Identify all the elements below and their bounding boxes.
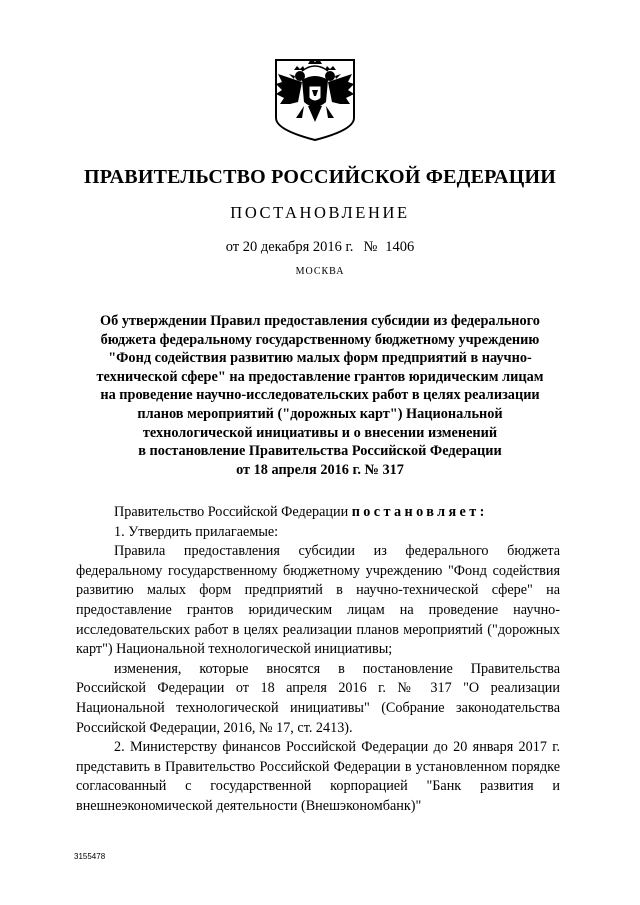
heading-line: планов мероприятий ("дорожных карт") Национальной bbox=[137, 405, 503, 422]
government-title: ПРАВИТЕЛЬСТВО РОССИЙСКОЙ ФЕДЕРАЦИИ bbox=[84, 166, 556, 188]
city: МОСКВА bbox=[295, 266, 345, 277]
heading-line: в постановление Правительства Российской Федерации bbox=[138, 443, 502, 460]
resolution-heading bbox=[60, 312, 580, 479]
document-code: 3155478 bbox=[74, 852, 106, 861]
decree-verb: постановляет: bbox=[351, 504, 488, 520]
paragraph-1: 1. Утвердить прилагаемые: bbox=[114, 523, 279, 540]
document-body bbox=[76, 503, 560, 817]
heading-line: "Фонд содействия развитию малых форм предприятий в научно- bbox=[108, 350, 532, 367]
heading-line: технологической инициативы и о внесении изменений bbox=[142, 424, 498, 441]
heading-line: на проведение научно-исследовательских работ в целях реализации bbox=[100, 387, 540, 404]
paragraph-rules: Правила предоставления субсидии из федерального бюджета федеральному государственному бюджетному учреждению "Фонд содействия развитию малых форм предприятий в научно-технической сфере" на предоставление грантов юридическим лицам на проведение научно-исследовательских работ в целях реализации планов мероприятий ("дорожных карт") Национальной технологической инициативы; bbox=[76, 543, 560, 658]
heading-line: от 18 апреля 2016 г. № 317 bbox=[236, 461, 404, 478]
paragraph-changes: изменения, которые вносятся в постановление Правительства Российской Федерации от 18 апреля 2016 г. № 317 "О реализации Национальной технологической инициативы" (Собрание законодательства Российской Федерации, 2016, № 17, ст. 2413). bbox=[76, 660, 560, 736]
document-date: от 20 декабря 2016 г. bbox=[225, 239, 354, 255]
heading-line: технической сфере" на предоставление грантов юридическим лицам bbox=[96, 368, 544, 385]
paragraph-2: 2. Министерству финансов Российской Федерации до 20 января 2017 г. представить в Правительство Российской Федерации в установленном порядке согласованный с государственной корпорацией "Банк развития и внешнеэкономической деятельности (Внешэкономбанк)" bbox=[76, 739, 560, 814]
intro-text: Правительство Российской Федерации bbox=[114, 504, 352, 520]
heading-line: бюджета федеральному государственному бюджетному учреждению bbox=[100, 331, 540, 348]
intro-paragraph bbox=[76, 503, 560, 523]
heading-line: Об утверждении Правил предоставления субсидии из федерального bbox=[100, 313, 540, 329]
document-type: ПОСТАНОВЛЕНИЕ bbox=[230, 203, 410, 222]
coat-of-arms-icon bbox=[272, 58, 358, 142]
document-number: 1406 bbox=[385, 239, 415, 255]
number-sign: № bbox=[363, 239, 378, 255]
date-number-line bbox=[0, 239, 640, 256]
